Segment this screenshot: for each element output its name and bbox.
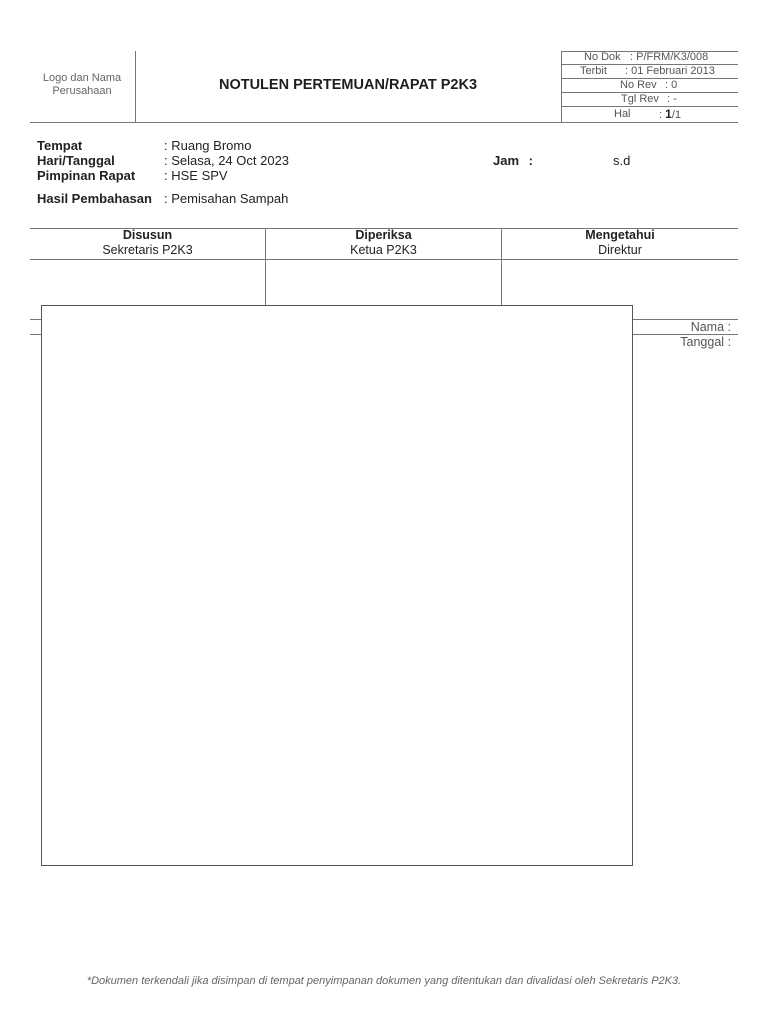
- meta-hal-colon: :: [659, 109, 663, 121]
- meta-tgl-rev-value: : -: [667, 93, 677, 105]
- jam-label: [493, 153, 533, 168]
- tempat-value: : Ruang Bromo: [164, 138, 252, 153]
- meta-no-dok-value: : P/FRM/K3/008: [630, 51, 709, 63]
- jam-label-text: Jam: [493, 153, 520, 168]
- hari-tanggal-label: Hari/Tanggal: [37, 153, 115, 168]
- signature-col-diperiksa: [266, 228, 501, 258]
- signature-title: Ketua P2K3: [350, 243, 417, 257]
- meta-hal-page: 1: [665, 107, 672, 121]
- hasil-pembahasan-label: Hasil Pembahasan: [37, 191, 152, 206]
- meta-no-rev-value: : 0: [665, 79, 678, 91]
- meta-hal-total: /1: [671, 109, 681, 121]
- meta-terbit: [563, 64, 737, 78]
- meta-terbit-label: Terbit: [580, 65, 607, 77]
- meta-hal-value: [659, 107, 681, 122]
- meta-terbit-value: : 01 Februari 2013: [625, 65, 715, 77]
- tempat-label: Tempat: [37, 138, 83, 153]
- pimpinan-rapat-label: Pimpinan Rapat: [37, 168, 136, 183]
- meta-no-rev-label: No Rev: [620, 79, 657, 91]
- pimpinan-rapat-value: : HSE SPV: [164, 168, 228, 183]
- jam-colon: :: [528, 153, 533, 168]
- tanggal-label: Tanggal :: [680, 335, 731, 349]
- signature-role: Diperiksa: [355, 228, 412, 242]
- signature-header-line: [30, 259, 738, 260]
- signature-role: Disusun: [122, 228, 173, 242]
- hasil-pembahasan-value: : Pemisahan Sampah: [164, 191, 289, 206]
- sd-label: s.d: [613, 153, 631, 168]
- hari-tanggal-value: : Selasa, 24 Oct 2023: [164, 153, 290, 168]
- meta-tgl-rev: [563, 92, 737, 106]
- content-box: [41, 305, 633, 866]
- signature-title: Sekretaris P2K3: [102, 243, 193, 257]
- signature-col-disusun: [30, 228, 265, 258]
- header-divider-right: [561, 51, 562, 122]
- footer-note: *Dokumen terkendali jika disimpan di tempat penyimpanan dokumen yang ditentukan dan divalidasi oleh Sekretaris P2K3.: [86, 975, 682, 987]
- meta-tgl-rev-label: Tgl Rev: [621, 93, 659, 105]
- signature-title: Direktur: [598, 243, 642, 257]
- meta-no-dok: [563, 50, 737, 64]
- company-logo-placeholder: Logo dan Nama Perusahaan: [42, 72, 122, 97]
- meta-no-rev: [563, 78, 737, 92]
- signature-role: Mengetahui: [585, 228, 655, 242]
- signature-col-mengetahui: [502, 228, 738, 258]
- meta-no-dok-label: No Dok: [584, 51, 621, 63]
- meta-hal: [563, 107, 737, 121]
- header-bottom-line: [30, 122, 738, 123]
- document-title: NOTULEN PERTEMUAN/RAPAT P2K3: [218, 77, 478, 93]
- meta-hal-label: Hal: [614, 108, 631, 120]
- nama-label: Nama :: [690, 320, 731, 334]
